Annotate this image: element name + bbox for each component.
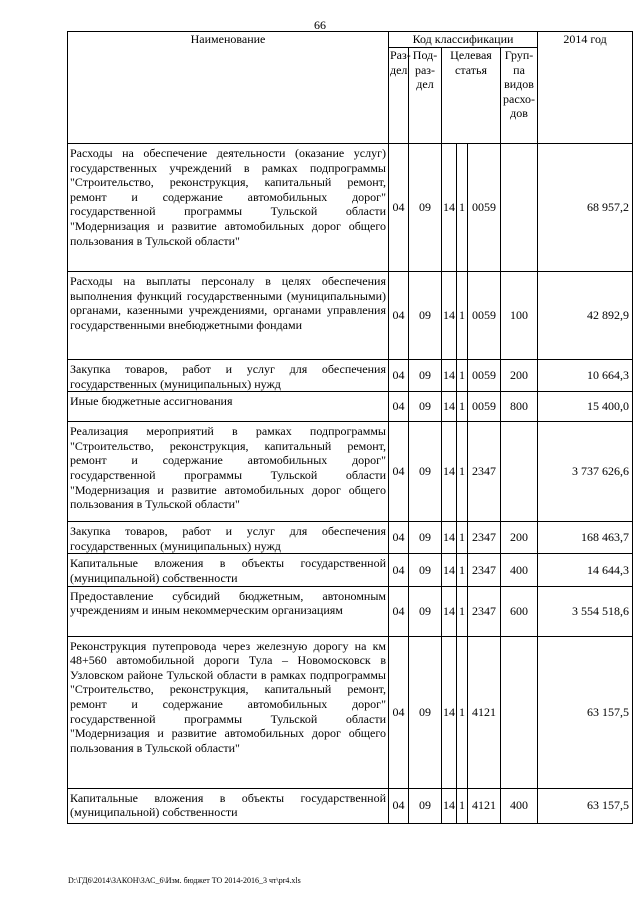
table-row xyxy=(68,554,633,586)
row-expense-group xyxy=(501,636,538,788)
row-target-program: 14 xyxy=(442,788,457,823)
row-amount: 68 957,2 xyxy=(538,144,633,272)
header-group: Груп- па видов расхо- дов xyxy=(501,48,538,144)
row-razdel: 04 xyxy=(389,554,409,586)
row-target-subprogram: 1 xyxy=(457,788,468,823)
row-name: Закупка товаров, работ и услуг для обеспечения государственных (муниципальных) нужд xyxy=(68,360,389,392)
row-target-program: 14 xyxy=(442,586,457,636)
row-target-code: 4121 xyxy=(468,636,501,788)
row-target-code: 0059 xyxy=(468,144,501,272)
row-name: Капитальные вложения в объекты государственной (муниципальной) собственности xyxy=(68,554,389,586)
row-target-program: 14 xyxy=(442,522,457,554)
table-row xyxy=(68,422,633,522)
row-name: Закупка товаров, работ и услуг для обеспечения государственных (муниципальных) нужд xyxy=(68,522,389,554)
row-name: Капитальные вложения в объекты государственной (муниципальной) собственности xyxy=(68,788,389,823)
row-target-subprogram: 1 xyxy=(457,272,468,360)
table-row xyxy=(68,636,633,788)
table-row xyxy=(68,144,633,272)
row-podrazdel: 09 xyxy=(409,586,442,636)
row-target-program: 14 xyxy=(442,360,457,392)
row-amount: 168 463,7 xyxy=(538,522,633,554)
row-amount: 14 644,3 xyxy=(538,554,633,586)
header-name: Наименование xyxy=(68,32,389,144)
row-name: Предоставление субсидий бюджетным, автономным учреждениям и иным некоммерческим организациям xyxy=(68,586,389,636)
row-target-subprogram: 1 xyxy=(457,636,468,788)
row-razdel: 04 xyxy=(389,788,409,823)
row-name: Иные бюджетные ассигнования xyxy=(68,392,389,422)
row-razdel: 04 xyxy=(389,422,409,522)
row-target-code: 2347 xyxy=(468,586,501,636)
row-target-program: 14 xyxy=(442,272,457,360)
table-row xyxy=(68,360,633,392)
row-razdel: 04 xyxy=(389,360,409,392)
row-amount: 3 554 518,6 xyxy=(538,586,633,636)
row-target-code: 4121 xyxy=(468,788,501,823)
row-name: Реализация мероприятий в рамках подпрограммы "Строительство, реконструкция, капитальный ремонт, ремонт и содержание автомобильных дорог" государственной программы Тульской области "Модернизация и развитие автомобильных дорог общего пользования в Тульской области" xyxy=(68,422,389,522)
header-year: 2014 год xyxy=(538,32,633,144)
row-target-subprogram: 1 xyxy=(457,422,468,522)
row-target-program: 14 xyxy=(442,554,457,586)
row-amount: 63 157,5 xyxy=(538,636,633,788)
row-podrazdel: 09 xyxy=(409,272,442,360)
row-name: Расходы на выплаты персоналу в целях обеспечения выполнения функций государственными (муниципальными) органами, казенными учреждениями, органами управления государственными внебюджетными фондами xyxy=(68,272,389,360)
row-podrazdel: 09 xyxy=(409,554,442,586)
row-razdel: 04 xyxy=(389,272,409,360)
row-target-code: 2347 xyxy=(468,422,501,522)
row-podrazdel: 09 xyxy=(409,636,442,788)
row-amount: 10 664,3 xyxy=(538,360,633,392)
row-amount: 63 157,5 xyxy=(538,788,633,823)
row-razdel: 04 xyxy=(389,392,409,422)
row-target-subprogram: 1 xyxy=(457,392,468,422)
row-podrazdel: 09 xyxy=(409,360,442,392)
table-row xyxy=(68,522,633,554)
header-code: Код классификации xyxy=(389,32,538,48)
row-expense-group: 400 xyxy=(501,788,538,823)
row-podrazdel: 09 xyxy=(409,422,442,522)
row-expense-group xyxy=(501,144,538,272)
row-target-subprogram: 1 xyxy=(457,144,468,272)
row-expense-group: 800 xyxy=(501,392,538,422)
row-podrazdel: 09 xyxy=(409,392,442,422)
row-target-program: 14 xyxy=(442,144,457,272)
header-target: Целевая статья xyxy=(442,48,501,144)
budget-table xyxy=(67,31,633,824)
row-razdel: 04 xyxy=(389,636,409,788)
row-target-subprogram: 1 xyxy=(457,554,468,586)
row-name: Расходы на обеспечение деятельности (оказание услуг) государственных учреждений в рамках подпрограммы "Строительство, реконструкция, капитальный ремонт, ремонт и содержание автомобильных дорог" государственной программы Тульской области "Модернизация и развитие автомобильных дорог общего пользования в Тульской области" xyxy=(68,144,389,272)
row-amount: 42 892,9 xyxy=(538,272,633,360)
row-podrazdel: 09 xyxy=(409,144,442,272)
table-row xyxy=(68,392,633,422)
row-target-subprogram: 1 xyxy=(457,586,468,636)
row-podrazdel: 09 xyxy=(409,522,442,554)
row-target-code: 2347 xyxy=(468,522,501,554)
table-row xyxy=(68,788,633,823)
row-razdel: 04 xyxy=(389,144,409,272)
page-number: 66 xyxy=(314,18,326,32)
row-amount: 3 737 626,6 xyxy=(538,422,633,522)
row-amount: 15 400,0 xyxy=(538,392,633,422)
row-expense-group: 400 xyxy=(501,554,538,586)
row-target-code: 0059 xyxy=(468,360,501,392)
row-target-program: 14 xyxy=(442,636,457,788)
row-target-program: 14 xyxy=(442,392,457,422)
row-target-subprogram: 1 xyxy=(457,522,468,554)
row-razdel: 04 xyxy=(389,586,409,636)
row-podrazdel: 09 xyxy=(409,788,442,823)
row-expense-group: 200 xyxy=(501,522,538,554)
row-name: Реконструкция путепровода через железную дорогу на км 48+560 автомобильной дороги Тула – Новомосковск в Узловском районе Тульской области в рамках подпрограммы "Строительство, реконструкция, капитальный ремонт, ремонт и содержание автомобильных дорог" государственной программы Тульской области "Модернизация и развитие автомобильных дорог общего пользования в Тульской области" xyxy=(68,636,389,788)
row-expense-group: 600 xyxy=(501,586,538,636)
file-path-footer: D:\ГД6\2014\ЗАКОН\ЗАС_6\Изм. бюджет ТО 2014-2016_3 чт\pr4.xls xyxy=(68,876,301,885)
header-podrazdel: Под- раз- дел xyxy=(409,48,442,144)
row-expense-group: 100 xyxy=(501,272,538,360)
row-expense-group xyxy=(501,422,538,522)
row-target-program: 14 xyxy=(442,422,457,522)
row-target-code: 2347 xyxy=(468,554,501,586)
row-target-code: 0059 xyxy=(468,392,501,422)
row-target-code: 0059 xyxy=(468,272,501,360)
header-razdel: Раз- дел xyxy=(389,48,409,144)
table-row xyxy=(68,586,633,636)
row-target-subprogram: 1 xyxy=(457,360,468,392)
table-row xyxy=(68,272,633,360)
row-razdel: 04 xyxy=(389,522,409,554)
row-expense-group: 200 xyxy=(501,360,538,392)
